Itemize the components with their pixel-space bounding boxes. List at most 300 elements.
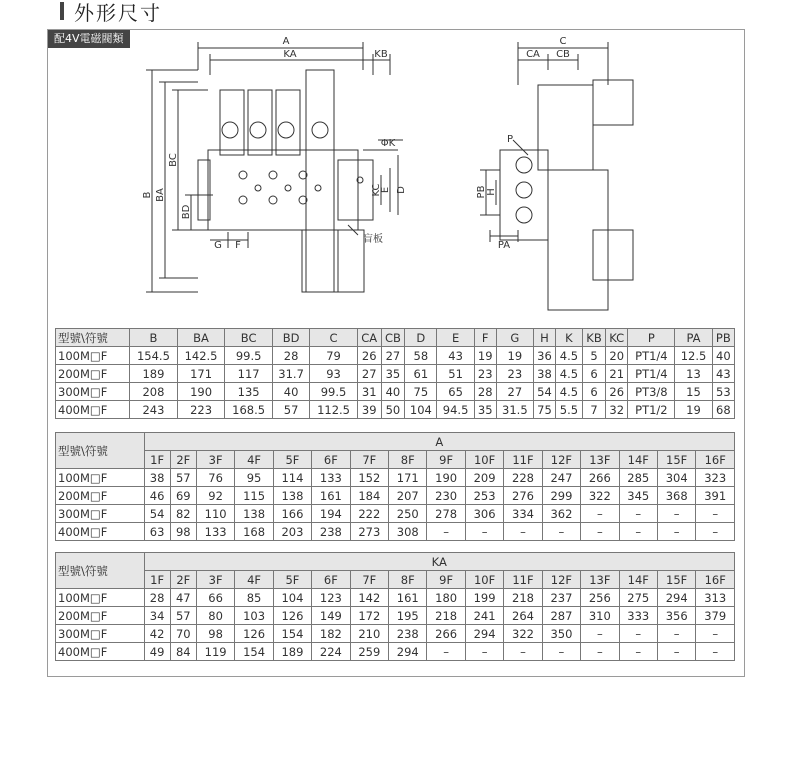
value-cell: 228 xyxy=(504,469,542,487)
value-cell: 368 xyxy=(657,487,695,505)
value-cell: 287 xyxy=(542,607,580,625)
value-cell: 99.5 xyxy=(310,383,358,401)
value-cell: 247 xyxy=(542,469,580,487)
value-cell: – xyxy=(542,643,580,661)
value-cell: 117 xyxy=(225,365,273,383)
value-cell: 26 xyxy=(357,347,381,365)
table-header-row xyxy=(56,571,735,589)
table-row xyxy=(56,589,735,607)
value-cell: 168 xyxy=(235,523,273,541)
header-cell: 7F xyxy=(350,571,388,589)
value-cell: 171 xyxy=(177,365,225,383)
value-cell: 4.5 xyxy=(555,383,582,401)
value-cell: 68 xyxy=(712,401,734,419)
label-A: A xyxy=(282,36,290,47)
value-cell: 53 xyxy=(712,383,734,401)
value-cell: 49 xyxy=(144,643,170,661)
value-cell: 112.5 xyxy=(310,401,358,419)
value-cell: 135 xyxy=(225,383,273,401)
value-cell: 4.5 xyxy=(555,365,582,383)
value-cell: 84 xyxy=(170,643,196,661)
header-cell: H xyxy=(534,329,556,347)
value-cell: 237 xyxy=(542,589,580,607)
value-cell: 36 xyxy=(534,347,556,365)
value-cell: – xyxy=(619,505,657,523)
value-cell: 38 xyxy=(144,469,170,487)
value-cell: 27 xyxy=(381,347,405,365)
value-cell: 210 xyxy=(350,625,388,643)
model-cell: 200M□F xyxy=(56,607,145,625)
value-cell: 222 xyxy=(350,505,388,523)
value-cell: 114 xyxy=(273,469,311,487)
model-cell: 100M□F xyxy=(56,589,145,607)
header-cell: E xyxy=(437,329,474,347)
header-cell: 9F xyxy=(427,451,465,469)
header-cell: 14F xyxy=(619,451,657,469)
value-cell: 138 xyxy=(235,505,273,523)
value-cell: 243 xyxy=(130,401,178,419)
dimension-table-KA xyxy=(55,552,735,661)
label-PA: PA xyxy=(497,240,511,251)
value-cell: 61 xyxy=(405,365,437,383)
value-cell: – xyxy=(581,643,619,661)
value-cell: 85 xyxy=(235,589,273,607)
value-cell: 276 xyxy=(504,487,542,505)
value-cell: 34 xyxy=(144,607,170,625)
label-CA: CA xyxy=(526,49,540,60)
value-cell: 82 xyxy=(170,505,196,523)
corner-cell: 型號\符號 xyxy=(56,553,145,589)
value-cell: 76 xyxy=(196,469,234,487)
value-cell: 66 xyxy=(196,589,234,607)
value-cell: 161 xyxy=(389,589,427,607)
value-cell: – xyxy=(427,523,465,541)
value-cell: 304 xyxy=(657,469,695,487)
header-cell: KB xyxy=(582,329,605,347)
value-cell: 40 xyxy=(712,347,734,365)
section-heading xyxy=(60,0,162,25)
table-header-row xyxy=(56,329,735,347)
value-cell: 266 xyxy=(427,625,465,643)
value-cell: 21 xyxy=(606,365,628,383)
value-cell: 6 xyxy=(582,365,605,383)
value-cell: 31.7 xyxy=(272,365,309,383)
label-PB: PB xyxy=(476,185,487,199)
value-cell: 133 xyxy=(196,523,234,541)
label-P: P xyxy=(506,134,514,145)
header-cell: 12F xyxy=(542,571,580,589)
header-cell: 15F xyxy=(657,451,695,469)
value-cell: 57 xyxy=(272,401,309,419)
value-cell: 154 xyxy=(273,625,311,643)
value-cell: 75 xyxy=(405,383,437,401)
model-cell: 300M□F xyxy=(56,505,145,523)
value-cell: 94.5 xyxy=(437,401,474,419)
table-row xyxy=(56,505,735,523)
value-cell: – xyxy=(542,523,580,541)
header-cell: 1F xyxy=(144,451,170,469)
header-cell: G xyxy=(496,329,533,347)
value-cell: 356 xyxy=(657,607,695,625)
table-row xyxy=(56,643,735,661)
heading-bar xyxy=(60,2,64,20)
value-cell: 50 xyxy=(381,401,405,419)
header-cell: 5F xyxy=(273,571,311,589)
value-cell: 294 xyxy=(389,643,427,661)
value-cell: 95 xyxy=(235,469,273,487)
value-cell: 189 xyxy=(273,643,311,661)
header-cell: 8F xyxy=(389,451,427,469)
value-cell: 133 xyxy=(312,469,350,487)
value-cell: 5.5 xyxy=(555,401,582,419)
model-cell: 300M□F xyxy=(56,625,145,643)
label-KB: KB xyxy=(374,49,388,60)
value-cell: 28 xyxy=(144,589,170,607)
value-cell: – xyxy=(504,643,542,661)
value-cell: 223 xyxy=(177,401,225,419)
value-cell: 20 xyxy=(606,347,628,365)
value-cell: PT1/4 xyxy=(628,365,675,383)
value-cell: 273 xyxy=(350,523,388,541)
model-cell: 100M□F xyxy=(56,347,130,365)
value-cell: 168.5 xyxy=(225,401,273,419)
value-cell: 172 xyxy=(350,607,388,625)
header-cell: BC xyxy=(225,329,273,347)
header-cell: 13F xyxy=(581,451,619,469)
header-cell: BD xyxy=(272,329,309,347)
value-cell: 65 xyxy=(437,383,474,401)
value-cell: 166 xyxy=(273,505,311,523)
label-BD: BD xyxy=(181,204,192,220)
header-cell: 6F xyxy=(312,571,350,589)
value-cell: 47 xyxy=(170,589,196,607)
header-cell: 12F xyxy=(542,451,580,469)
value-cell: 93 xyxy=(310,365,358,383)
dimension-table-main xyxy=(55,328,735,419)
value-cell: 313 xyxy=(696,589,735,607)
value-cell: – xyxy=(696,643,735,661)
value-cell: 253 xyxy=(465,487,503,505)
value-cell: 6 xyxy=(582,383,605,401)
value-cell: 92 xyxy=(196,487,234,505)
value-cell: 27 xyxy=(496,383,533,401)
value-cell: 126 xyxy=(273,607,311,625)
value-cell: 224 xyxy=(312,643,350,661)
header-cell: K xyxy=(555,329,582,347)
value-cell: 152 xyxy=(350,469,388,487)
label-C: C xyxy=(559,36,567,47)
value-cell: 57 xyxy=(170,469,196,487)
header-cell: 13F xyxy=(581,571,619,589)
table-header-row xyxy=(56,451,735,469)
header-cell: 4F xyxy=(235,451,273,469)
value-cell: 31 xyxy=(357,383,381,401)
header-cell: C xyxy=(310,329,358,347)
header-cell: CB xyxy=(381,329,405,347)
table-title-row xyxy=(56,553,735,571)
value-cell: – xyxy=(581,625,619,643)
value-cell: 182 xyxy=(312,625,350,643)
header-cell: CA xyxy=(357,329,381,347)
model-cell: 400M□F xyxy=(56,643,145,661)
value-cell: – xyxy=(619,625,657,643)
value-cell: 28 xyxy=(272,347,309,365)
value-cell: 171 xyxy=(389,469,427,487)
value-cell: 28 xyxy=(474,383,496,401)
value-cell: 294 xyxy=(465,625,503,643)
header-cell: 14F xyxy=(619,571,657,589)
value-cell: – xyxy=(657,523,695,541)
table-title-row xyxy=(56,433,735,451)
value-cell: 218 xyxy=(504,589,542,607)
value-cell: 278 xyxy=(427,505,465,523)
value-cell: 75 xyxy=(534,401,556,419)
value-cell: 138 xyxy=(273,487,311,505)
header-cell: PA xyxy=(675,329,712,347)
value-cell: 161 xyxy=(312,487,350,505)
header-cell: F xyxy=(474,329,496,347)
value-cell: 80 xyxy=(196,607,234,625)
value-cell: 23 xyxy=(474,365,496,383)
value-cell: 19 xyxy=(675,401,712,419)
table-row xyxy=(56,365,735,383)
label-CB: CB xyxy=(556,49,570,60)
header-cell: 1F xyxy=(144,571,170,589)
model-cell: 200M□F xyxy=(56,365,130,383)
value-cell: 333 xyxy=(619,607,657,625)
label-BC: BC xyxy=(168,153,179,167)
model-cell: 400M□F xyxy=(56,401,130,419)
value-cell: – xyxy=(581,505,619,523)
label-D: D xyxy=(396,186,407,194)
value-cell: 391 xyxy=(696,487,735,505)
value-cell: – xyxy=(427,643,465,661)
value-cell: 63 xyxy=(144,523,170,541)
value-cell: 26 xyxy=(606,383,628,401)
value-cell: 149 xyxy=(312,607,350,625)
value-cell: 19 xyxy=(496,347,533,365)
value-cell: 238 xyxy=(389,625,427,643)
value-cell: 334 xyxy=(504,505,542,523)
value-cell: 230 xyxy=(427,487,465,505)
value-cell: 104 xyxy=(273,589,311,607)
value-cell: 126 xyxy=(235,625,273,643)
value-cell: 99.5 xyxy=(225,347,273,365)
value-cell: 103 xyxy=(235,607,273,625)
value-cell: 250 xyxy=(389,505,427,523)
value-cell: 119 xyxy=(196,643,234,661)
value-cell: 115 xyxy=(235,487,273,505)
value-cell: – xyxy=(465,643,503,661)
table-row xyxy=(56,523,735,541)
value-cell: 54 xyxy=(534,383,556,401)
header-cell: 8F xyxy=(389,571,427,589)
value-cell: 308 xyxy=(389,523,427,541)
label-G: G xyxy=(214,240,222,251)
value-cell: 194 xyxy=(312,505,350,523)
header-cell: P xyxy=(628,329,675,347)
value-cell: 27 xyxy=(357,365,381,383)
model-cell: 200M□F xyxy=(56,487,145,505)
value-cell: 98 xyxy=(196,625,234,643)
value-cell: 322 xyxy=(504,625,542,643)
header-cell: 5F xyxy=(273,451,311,469)
value-cell: 51 xyxy=(437,365,474,383)
value-cell: 299 xyxy=(542,487,580,505)
dimension-table-A xyxy=(55,432,735,541)
value-cell: 208 xyxy=(130,383,178,401)
value-cell: 39 xyxy=(357,401,381,419)
value-cell: – xyxy=(696,505,735,523)
value-cell: 15 xyxy=(675,383,712,401)
value-cell: 207 xyxy=(389,487,427,505)
table-title-cell: A xyxy=(144,433,734,451)
value-cell: 259 xyxy=(350,643,388,661)
value-cell: – xyxy=(657,643,695,661)
table-row xyxy=(56,347,735,365)
header-cell: 11F xyxy=(504,451,542,469)
value-cell: 379 xyxy=(696,607,735,625)
value-cell: 323 xyxy=(696,469,735,487)
table-title-cell: KA xyxy=(144,553,734,571)
value-cell: 345 xyxy=(619,487,657,505)
value-cell: 199 xyxy=(465,589,503,607)
value-cell: 5 xyxy=(582,347,605,365)
label-H: H xyxy=(486,188,497,196)
label-plate: 盲板 xyxy=(363,234,383,245)
value-cell: 184 xyxy=(350,487,388,505)
value-cell: 40 xyxy=(272,383,309,401)
value-cell: PT1/2 xyxy=(628,401,675,419)
value-cell: 241 xyxy=(465,607,503,625)
value-cell: – xyxy=(581,523,619,541)
value-cell: 54 xyxy=(144,505,170,523)
value-cell: – xyxy=(504,523,542,541)
header-cell: 3F xyxy=(196,571,234,589)
value-cell: 154.5 xyxy=(130,347,178,365)
value-cell: 69 xyxy=(170,487,196,505)
value-cell: – xyxy=(657,505,695,523)
value-cell: 256 xyxy=(581,589,619,607)
value-cell: 142 xyxy=(350,589,388,607)
value-cell: – xyxy=(696,625,735,643)
label-B: B xyxy=(142,191,153,199)
value-cell: 42 xyxy=(144,625,170,643)
heading-text: 外形尺寸 xyxy=(74,0,162,25)
value-cell: – xyxy=(619,643,657,661)
value-cell: 310 xyxy=(581,607,619,625)
label-KC: KC xyxy=(371,183,382,197)
dimension-drawing xyxy=(48,30,744,315)
content-frame xyxy=(47,29,745,677)
value-cell: 40 xyxy=(381,383,405,401)
value-cell: PT1/4 xyxy=(628,347,675,365)
value-cell: 19 xyxy=(474,347,496,365)
header-cell: 9F xyxy=(427,571,465,589)
label-F: F xyxy=(235,240,241,251)
value-cell: 7 xyxy=(582,401,605,419)
value-cell: – xyxy=(657,625,695,643)
corner-cell: 型號\符號 xyxy=(56,433,145,469)
label-KA: KA xyxy=(283,49,297,60)
label-phiK: ΦK xyxy=(380,138,396,149)
model-cell: 400M□F xyxy=(56,523,145,541)
value-cell: 362 xyxy=(542,505,580,523)
header-cell: 16F xyxy=(696,571,735,589)
value-cell: 4.5 xyxy=(555,347,582,365)
value-cell: 32 xyxy=(606,401,628,419)
category-tag: 配4V電磁閥類 xyxy=(48,30,130,48)
value-cell: 57 xyxy=(170,607,196,625)
value-cell: 13 xyxy=(675,365,712,383)
value-cell: 350 xyxy=(542,625,580,643)
value-cell: 35 xyxy=(474,401,496,419)
table-row xyxy=(56,401,735,419)
value-cell: 266 xyxy=(581,469,619,487)
value-cell: 190 xyxy=(427,469,465,487)
value-cell: 123 xyxy=(312,589,350,607)
model-cell: 300M□F xyxy=(56,383,130,401)
value-cell: – xyxy=(696,523,735,541)
value-cell: 238 xyxy=(312,523,350,541)
value-cell: 43 xyxy=(437,347,474,365)
value-cell: 264 xyxy=(504,607,542,625)
value-cell: 285 xyxy=(619,469,657,487)
label-E: E xyxy=(380,186,391,194)
value-cell: 306 xyxy=(465,505,503,523)
table-row xyxy=(56,383,735,401)
header-cell: 2F xyxy=(170,451,196,469)
value-cell: 209 xyxy=(465,469,503,487)
header-cell: 11F xyxy=(504,571,542,589)
header-cell: 3F xyxy=(196,451,234,469)
value-cell: 142.5 xyxy=(177,347,225,365)
header-cell: BA xyxy=(177,329,225,347)
header-cell: KC xyxy=(606,329,628,347)
value-cell: 104 xyxy=(405,401,437,419)
value-cell: 79 xyxy=(310,347,358,365)
value-cell: 12.5 xyxy=(675,347,712,365)
value-cell: 110 xyxy=(196,505,234,523)
header-cell: 型號\符號 xyxy=(56,329,130,347)
value-cell: 70 xyxy=(170,625,196,643)
value-cell: – xyxy=(619,523,657,541)
value-cell: PT3/8 xyxy=(628,383,675,401)
header-cell: 10F xyxy=(465,571,503,589)
value-cell: 275 xyxy=(619,589,657,607)
value-cell: 180 xyxy=(427,589,465,607)
model-cell: 100M□F xyxy=(56,469,145,487)
value-cell: 195 xyxy=(389,607,427,625)
value-cell: 203 xyxy=(273,523,311,541)
value-cell: 294 xyxy=(657,589,695,607)
label-BA: BA xyxy=(155,188,166,202)
header-cell: PB xyxy=(712,329,734,347)
value-cell: 190 xyxy=(177,383,225,401)
value-cell: 38 xyxy=(534,365,556,383)
header-cell: 2F xyxy=(170,571,196,589)
value-cell: 23 xyxy=(496,365,533,383)
value-cell: 58 xyxy=(405,347,437,365)
value-cell: 218 xyxy=(427,607,465,625)
value-cell: 46 xyxy=(144,487,170,505)
table-row xyxy=(56,469,735,487)
value-cell: 98 xyxy=(170,523,196,541)
value-cell: 189 xyxy=(130,365,178,383)
table-row xyxy=(56,487,735,505)
value-cell: 43 xyxy=(712,365,734,383)
value-cell: 35 xyxy=(381,365,405,383)
